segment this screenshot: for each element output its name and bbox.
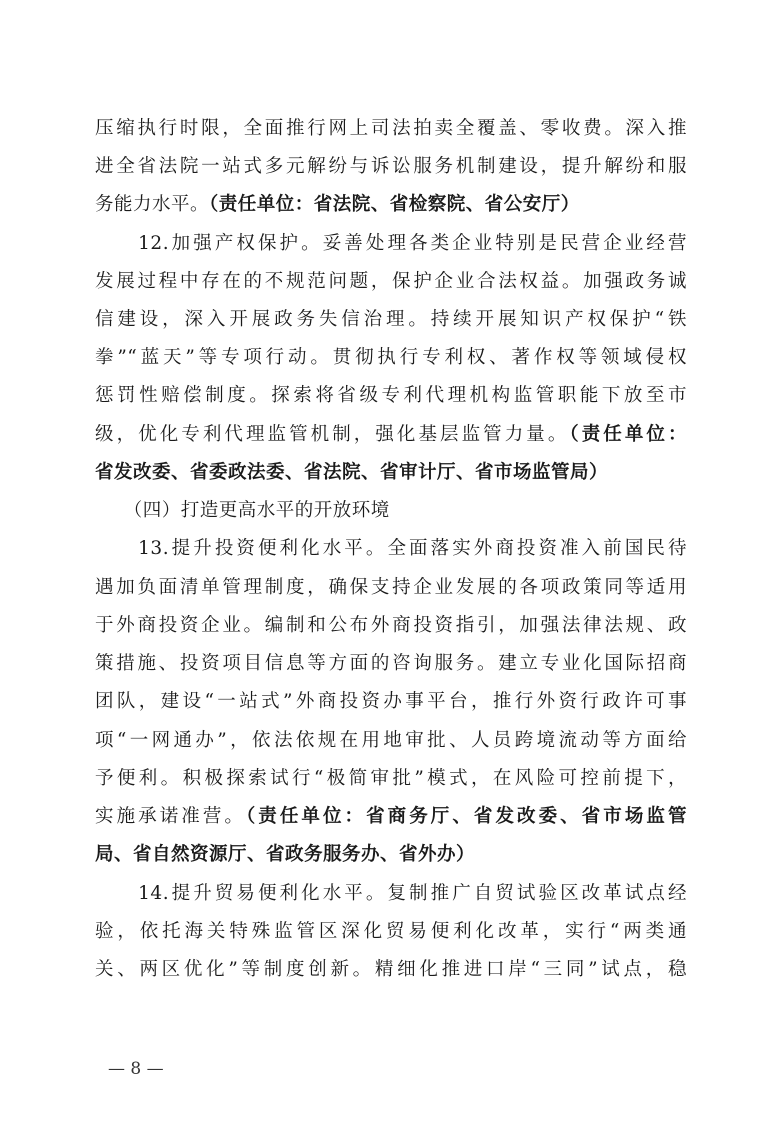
- text-line: 惩罚性赔偿制度。探索将省级专利代理机构监管职能下放至市: [95, 385, 687, 406]
- text-line: 团队，建设“一站式”外商投资办事平台，推行外资行政许可事: [95, 691, 687, 712]
- text-line: 12.加强产权保护。妥善处理各类企业特别是民营企业经营: [95, 233, 687, 254]
- text-line: 务能力水平。（责任单位：省法院、省检察院、省公安厅）: [95, 194, 580, 215]
- text-line: 予便利。积极探索试行“极简审批”模式，在风险可控前提下，: [95, 768, 687, 789]
- text-line: 级，优化专利代理监管机制，强化基层监管力量。（责任单位：: [95, 424, 687, 445]
- text-line: 遇加负面清单管理制度，确保支持企业发展的各项政策同等适用: [95, 577, 687, 598]
- text-line: 策措施、投资项目信息等方面的咨询服务。建立专业化国际招商: [95, 653, 687, 674]
- text-line: 压缩执行时限，全面推行网上司法拍卖全覆盖、零收费。深入推: [95, 118, 687, 139]
- text-line: 拳”“蓝天”等专项行动。贯彻执行专利权、著作权等领域侵权: [95, 347, 687, 368]
- text-line: 关、两区优化”等制度创新。精细化推进口岸“三同”试点，稳: [95, 959, 687, 980]
- text-line: 省发改委、省委政法委、省法院、省审计厅、省市场监管局）: [95, 462, 609, 483]
- text-line: 13.提升投资便利化水平。全面落实外商投资准入前国民待: [95, 538, 687, 559]
- text-line: 验，依托海关特殊监管区深化贸易便利化改革，实行“两类通: [95, 921, 687, 942]
- section-heading: （四）打造更高水平的开放环境: [95, 500, 390, 521]
- text-line: 信建设，深入开展政务失信治理。持续开展知识产权保护“铁: [95, 309, 687, 330]
- page-number: — 8 —: [108, 1059, 164, 1079]
- text-line: 局、省自然资源厅、省政务服务办、省外办）: [95, 844, 476, 865]
- text-line: 于外商投资企业。编制和公布外商投资指引，加强法律法规、政: [95, 615, 687, 636]
- text-line: 实施承诺准营。（责任单位：省商务厅、省发改委、省市场监管: [95, 806, 687, 827]
- text-line: 14.提升贸易便利化水平。复制推广自贸试验区改革试点经: [95, 883, 687, 904]
- text-line: 发展过程中存在的不规范问题，保护企业合法权益。加强政务诚: [95, 271, 687, 292]
- text-line: 进全省法院一站式多元解纷与诉讼服务机制建设，提升解纷和服: [95, 156, 687, 177]
- text-line: 项“一网通办”，依法依规在用地审批、人员跨境流动等方面给: [95, 730, 687, 751]
